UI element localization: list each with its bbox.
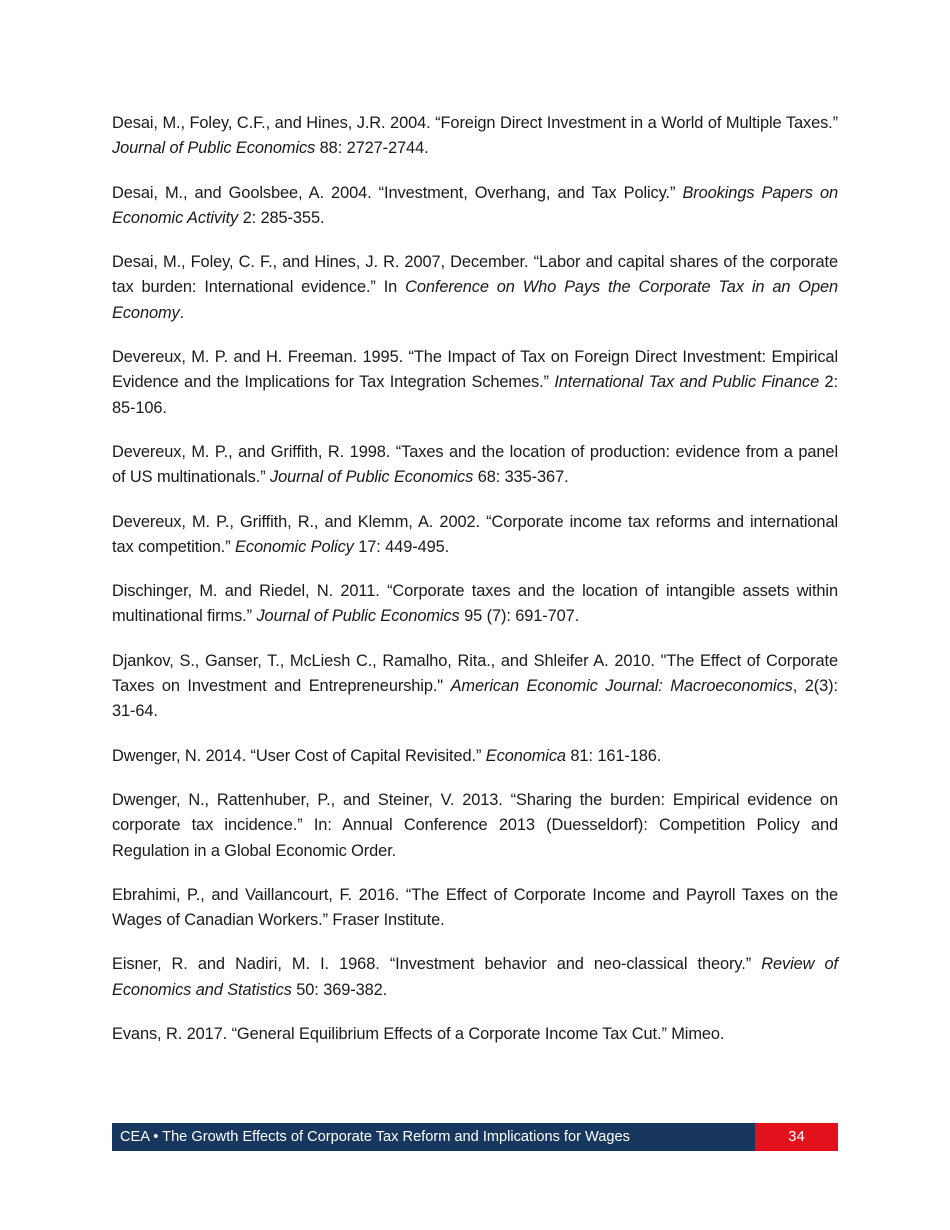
reference-entry: Desai, M., and Goolsbee, A. 2004. “Investment, Overhang, and Tax Policy.” Brookings Papers on Economic Activity 2: 285-355.: [112, 183, 838, 227]
reference-entry: Desai, M., Foley, C. F., and Hines, J. R. 2007, December. “Labor and capital shares of the corporate tax burden: International evidence.” In Conference on Who Pays the Corporate Tax in an Open Economy.: [112, 253, 838, 322]
journal-title: Economic Policy: [235, 537, 354, 556]
journal-title: Review of Economics and Statistics: [112, 955, 838, 999]
reference-entry: Ebrahimi, P., and Vaillancourt, F. 2016. “The Effect of Corporate Income and Payroll Taxes on the Wages of Canadian Workers.” Fraser Institute.: [112, 885, 838, 930]
journal-title: Economica: [485, 746, 566, 765]
journal-title: American Economic Journal: Macroeconomics: [450, 677, 793, 696]
journal-title: Journal of Public Economics: [256, 607, 460, 626]
page-footer: [112, 1123, 838, 1151]
reference-list: [112, 111, 838, 1066]
journal-title: Conference on Who Pays the Corporate Tax in an Open Economy: [112, 278, 838, 322]
reference-entry: Dwenger, N., Rattenhuber, P., and Steiner, V. 2013. “Sharing the burden: Empirical evidence on corporate tax incidence.” In: Annual Conference 2013 (Duesseldorf): Competition Policy and Regulation in a Global Economic Order.: [112, 790, 838, 860]
reference-entry: Djankov, S., Ganser, T., McLiesh C., Ramalho, Rita., and Shleifer A. 2010. "The Effect of Corporate Taxes on Investment and Entrepreneurship." American Economic Journal: Macroeconomics, 2(3): 31-64.: [112, 651, 838, 721]
journal-title: Journal of Public Economics: [270, 468, 474, 487]
reference-entry: Desai, M., Foley, C.F., and Hines, J.R. 2004. “Foreign Direct Investment in a World of Multiple Taxes.” Journal of Public Economics 88: 2727-2744.: [112, 114, 838, 158]
footer-title: CEA • The Growth Effects of Corporate Tax Reform and Implications for Wages: [112, 1123, 755, 1151]
journal-title: International Tax and Public Finance: [554, 373, 820, 392]
page-number: 34: [755, 1123, 838, 1151]
reference-entry: Devereux, M. P. and H. Freeman. 1995. “The Impact of Tax on Foreign Direct Investment: Empirical Evidence and the Implications for Tax Integration Schemes.” International Tax and Public Finance 2: 85-106.: [112, 348, 838, 417]
reference-entry: Dwenger, N. 2014. “User Cost of Capital Revisited.” Economica 81: 161-186.: [112, 746, 662, 765]
reference-entry: Devereux, M. P., Griffith, R., and Klemm, A. 2002. “Corporate income tax reforms and international tax competition.” Economic Policy 17: 449-495.: [112, 512, 838, 556]
journal-title: Journal of Public Economics: [112, 139, 316, 158]
journal-title: Brookings Papers on Economic Activity: [112, 183, 838, 227]
reference-entry: Eisner, R. and Nadiri, M. I. 1968. “Investment behavior and neo-classical theory.” Review of Economics and Statistics 50: 369-382.: [112, 955, 838, 999]
reference-entry: Evans, R. 2017. “General Equilibrium Effects of a Corporate Income Tax Cut.” Mimeo.: [112, 1025, 725, 1044]
reference-entry: Devereux, M. P., and Griffith, R. 1998. “Taxes and the location of production: evidence from a panel of US multinationals.” Journal of Public Economics 68: 335-367.: [112, 442, 838, 487]
reference-entry: Dischinger, M. and Riedel, N. 2011. “Corporate taxes and the location of intangible assets within multinational firms.” Journal of Public Economics 95 (7): 691-707.: [112, 582, 838, 626]
